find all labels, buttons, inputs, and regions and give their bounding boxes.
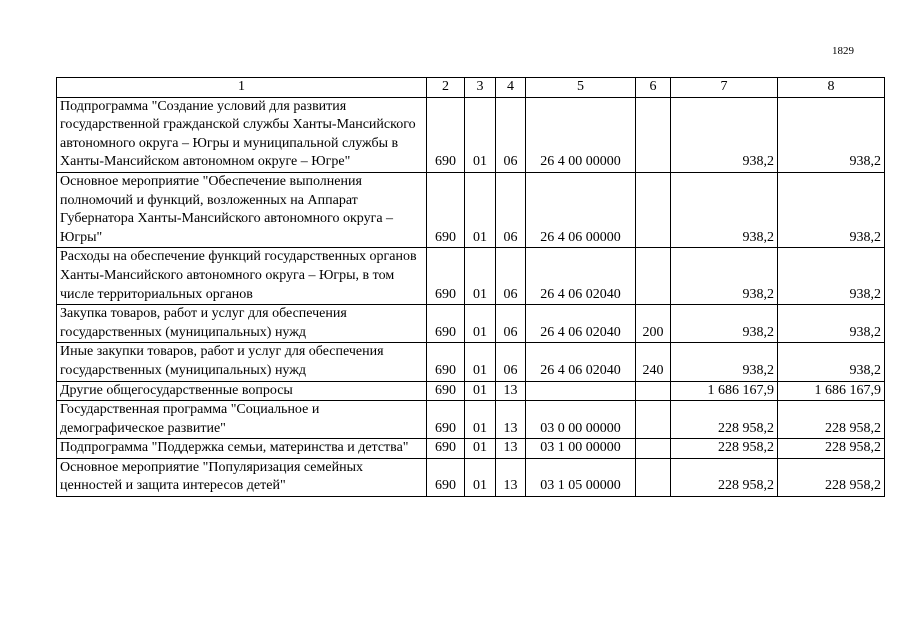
column-number-row (57, 78, 885, 98)
cell-ministry-code: 690 (427, 97, 465, 172)
column-header: 6 (636, 78, 671, 98)
cell-amount-year-2: 228 958,2 (778, 458, 885, 496)
cell-amount-year-1: 938,2 (671, 305, 778, 343)
cell-name: Другие общегосударственные вопросы (57, 381, 427, 401)
cell-section: 01 (465, 439, 496, 459)
cell-subsection: 13 (496, 381, 526, 401)
cell-section: 01 (465, 172, 496, 247)
cell-target-article: 26 4 06 02040 (526, 248, 636, 305)
cell-subsection: 06 (496, 343, 526, 381)
table-row (57, 381, 885, 401)
cell-subsection: 13 (496, 401, 526, 439)
cell-ministry-code: 690 (427, 248, 465, 305)
cell-ministry-code: 690 (427, 172, 465, 247)
cell-target-article: 26 4 06 00000 (526, 172, 636, 247)
cell-expense-type (636, 97, 671, 172)
column-header: 8 (778, 78, 885, 98)
cell-amount-year-2: 938,2 (778, 248, 885, 305)
cell-amount-year-1: 938,2 (671, 343, 778, 381)
cell-section: 01 (465, 343, 496, 381)
cell-subsection: 06 (496, 305, 526, 343)
cell-subsection: 13 (496, 439, 526, 459)
cell-amount-year-2: 938,2 (778, 97, 885, 172)
cell-section: 01 (465, 381, 496, 401)
cell-name: Расходы на обеспечение функций государственных органов Ханты-Мансийского автономного округа – Югры, в том числе территориальных органов (57, 248, 427, 305)
cell-section: 01 (465, 248, 496, 305)
cell-amount-year-2: 938,2 (778, 305, 885, 343)
cell-amount-year-2: 938,2 (778, 343, 885, 381)
budget-table (56, 77, 885, 497)
column-header: 4 (496, 78, 526, 98)
cell-name: Основное мероприятие "Обеспечение выполнения полномочий и функций, возложенных на Аппарат Губернатора Ханты-Мансийского автономного округа – Югры" (57, 172, 427, 247)
cell-section: 01 (465, 97, 496, 172)
cell-ministry-code: 690 (427, 439, 465, 459)
cell-name: Иные закупки товаров, работ и услуг для обеспечения государственных (муниципальных) нужд (57, 343, 427, 381)
cell-ministry-code: 690 (427, 305, 465, 343)
column-header: 1 (57, 78, 427, 98)
cell-section: 01 (465, 458, 496, 496)
cell-target-article: 26 4 00 00000 (526, 97, 636, 172)
cell-section: 01 (465, 305, 496, 343)
cell-subsection: 13 (496, 458, 526, 496)
cell-subsection: 06 (496, 248, 526, 305)
column-header: 3 (465, 78, 496, 98)
table-row (57, 343, 885, 381)
cell-expense-type (636, 248, 671, 305)
cell-target-article: 26 4 06 02040 (526, 343, 636, 381)
cell-name: Основное мероприятие "Популяризация семейных ценностей и защита интересов детей" (57, 458, 427, 496)
cell-target-article: 03 0 00 00000 (526, 401, 636, 439)
table-row (57, 248, 885, 305)
cell-amount-year-2: 938,2 (778, 172, 885, 247)
table-row (57, 458, 885, 496)
cell-amount-year-1: 938,2 (671, 172, 778, 247)
cell-amount-year-1: 228 958,2 (671, 439, 778, 459)
cell-expense-type (636, 458, 671, 496)
cell-expense-type (636, 172, 671, 247)
table-row (57, 172, 885, 247)
cell-target-article (526, 381, 636, 401)
table-row (57, 401, 885, 439)
cell-amount-year-2: 228 958,2 (778, 401, 885, 439)
cell-name: Подпрограмма "Создание условий для развития государственной гражданской службы Ханты-Мансийского автономного округа – Югры и муниципальной службы в Ханты-Мансийском автономном округе – Югре" (57, 97, 427, 172)
cell-name: Государственная программа "Социальное и демографическое развитие" (57, 401, 427, 439)
cell-expense-type (636, 439, 671, 459)
cell-name: Подпрограмма "Поддержка семьи, материнства и детства" (57, 439, 427, 459)
table-row (57, 439, 885, 459)
cell-subsection: 06 (496, 97, 526, 172)
cell-expense-type: 200 (636, 305, 671, 343)
cell-name: Закупка товаров, работ и услуг для обеспечения государственных (муниципальных) нужд (57, 305, 427, 343)
cell-amount-year-1: 228 958,2 (671, 401, 778, 439)
table-row (57, 305, 885, 343)
cell-amount-year-1: 938,2 (671, 248, 778, 305)
cell-ministry-code: 690 (427, 401, 465, 439)
cell-expense-type: 240 (636, 343, 671, 381)
cell-target-article: 03 1 05 00000 (526, 458, 636, 496)
column-header: 5 (526, 78, 636, 98)
cell-target-article: 03 1 00 00000 (526, 439, 636, 459)
cell-section: 01 (465, 401, 496, 439)
page-number: 1829 (832, 45, 854, 57)
cell-ministry-code: 690 (427, 381, 465, 401)
cell-subsection: 06 (496, 172, 526, 247)
cell-amount-year-1: 228 958,2 (671, 458, 778, 496)
column-header: 7 (671, 78, 778, 98)
cell-amount-year-2: 228 958,2 (778, 439, 885, 459)
cell-expense-type (636, 381, 671, 401)
cell-expense-type (636, 401, 671, 439)
cell-amount-year-2: 1 686 167,9 (778, 381, 885, 401)
column-header: 2 (427, 78, 465, 98)
table-row (57, 97, 885, 172)
cell-target-article: 26 4 06 02040 (526, 305, 636, 343)
cell-ministry-code: 690 (427, 343, 465, 381)
cell-amount-year-1: 1 686 167,9 (671, 381, 778, 401)
cell-ministry-code: 690 (427, 458, 465, 496)
cell-amount-year-1: 938,2 (671, 97, 778, 172)
